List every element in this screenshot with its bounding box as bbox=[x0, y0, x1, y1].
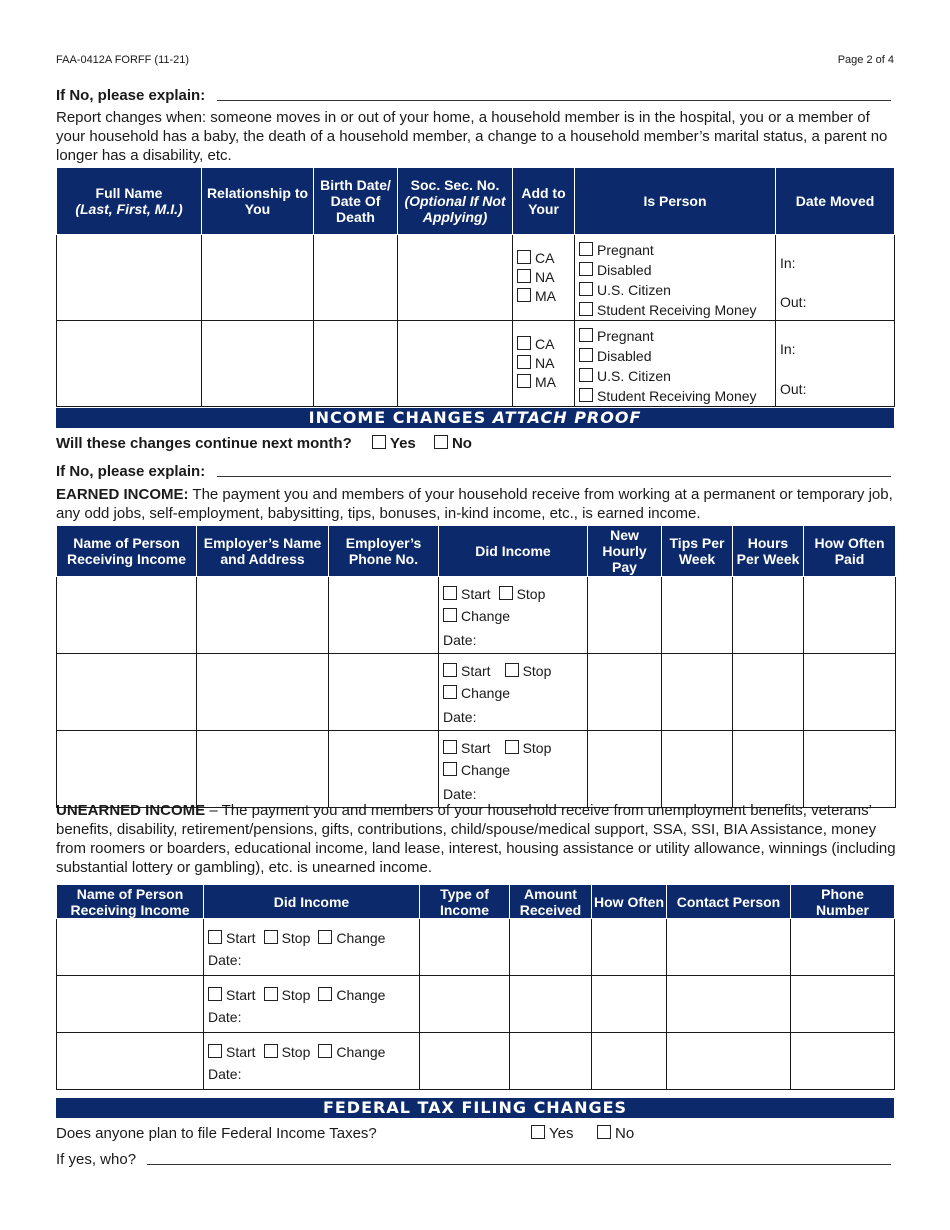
page-number: Page 2 of 4 bbox=[837, 54, 894, 66]
in-label: In: bbox=[780, 255, 796, 271]
out-label: Out: bbox=[780, 294, 807, 310]
employer-phone-cell[interactable] bbox=[329, 577, 439, 654]
continue-question: Will these changes continue next month? Yes No bbox=[56, 435, 472, 452]
checkbox-stop[interactable]: Stop bbox=[264, 983, 311, 1007]
checkbox-ma[interactable]: MA bbox=[513, 287, 574, 306]
how-often-cell[interactable] bbox=[592, 1033, 667, 1090]
checkbox-stop[interactable]: Stop bbox=[499, 583, 546, 605]
header-contact-person: Contact Person bbox=[667, 885, 791, 919]
did-income-cell bbox=[204, 1033, 420, 1090]
checkbox-stop[interactable]: Stop bbox=[264, 926, 311, 950]
household-header-row bbox=[57, 168, 895, 235]
did-income-cell bbox=[439, 654, 588, 731]
checkbox-start[interactable]: Start bbox=[443, 660, 491, 682]
add-to-cell bbox=[513, 321, 575, 407]
checkbox-student[interactable]: Student Receiving Money bbox=[575, 300, 775, 320]
contact-person-cell[interactable] bbox=[667, 1033, 791, 1090]
table-row bbox=[57, 654, 896, 731]
checkbox-start[interactable]: Start bbox=[443, 737, 491, 759]
date-label[interactable]: Date: bbox=[208, 1009, 242, 1025]
header-employer-phone: Employer’s Phone No. bbox=[329, 526, 439, 577]
header-person-name: Name of Person Receiving Income bbox=[57, 885, 204, 919]
checkbox-na[interactable]: NA bbox=[513, 268, 574, 287]
amount-cell[interactable] bbox=[510, 976, 592, 1033]
phone-number-cell[interactable] bbox=[791, 1033, 895, 1090]
table-row bbox=[57, 577, 896, 654]
income-changes-banner: INCOME CHANGES ATTACH PROOF bbox=[56, 408, 894, 428]
checkbox-stop[interactable]: Stop bbox=[505, 737, 552, 759]
explain-label-2: If No, please explain: bbox=[56, 463, 206, 480]
checkbox-stop[interactable]: Stop bbox=[264, 1040, 311, 1064]
checkbox-change[interactable]: Change bbox=[439, 682, 587, 704]
type-of-income-cell[interactable] bbox=[420, 1033, 510, 1090]
continue-no-option[interactable]: No bbox=[434, 435, 472, 452]
person-name-cell[interactable] bbox=[57, 1033, 204, 1090]
checkbox-start[interactable]: Start bbox=[208, 983, 256, 1007]
relationship-cell[interactable] bbox=[202, 321, 314, 407]
checkbox-pregnant[interactable]: Pregnant bbox=[575, 326, 775, 346]
header-date-moved: Date Moved bbox=[776, 168, 895, 235]
ssn-cell[interactable] bbox=[398, 235, 513, 321]
hours-cell[interactable] bbox=[733, 731, 804, 808]
person-name-cell[interactable] bbox=[57, 731, 197, 808]
table-row bbox=[57, 976, 895, 1033]
hours-cell[interactable] bbox=[733, 654, 804, 731]
checkbox-start[interactable]: Start bbox=[208, 926, 256, 950]
checkbox-change[interactable]: Change bbox=[439, 759, 587, 781]
date-label[interactable]: Date: bbox=[443, 709, 477, 725]
header-add-to: Add to Your bbox=[513, 168, 575, 235]
header-ssn: Soc. Sec. No. (Optional If Not Applying) bbox=[398, 168, 513, 235]
date-label[interactable]: Date: bbox=[443, 786, 477, 802]
header-birth-date: Birth Date/ Date Of Death bbox=[314, 168, 398, 235]
explain-label-1: If No, please explain: bbox=[56, 87, 206, 104]
checkbox-change[interactable]: Change bbox=[318, 983, 385, 1007]
birth-date-cell[interactable] bbox=[314, 321, 398, 407]
how-often-cell[interactable] bbox=[592, 976, 667, 1033]
is-person-cell bbox=[575, 235, 776, 321]
unearned-header-row bbox=[57, 885, 895, 919]
federal-tax-banner: FEDERAL TAX FILING CHANGES bbox=[56, 1098, 894, 1118]
table-row bbox=[57, 919, 895, 976]
checkbox-us-citizen[interactable]: U.S. Citizen bbox=[575, 280, 775, 300]
table-row bbox=[57, 321, 895, 407]
checkbox-stop[interactable]: Stop bbox=[505, 660, 552, 682]
header-hours: Hours Per Week bbox=[733, 526, 804, 577]
header-amount-received: Amount Received bbox=[510, 885, 592, 919]
header-tips: Tips Per Week bbox=[662, 526, 733, 577]
contact-person-cell[interactable] bbox=[667, 976, 791, 1033]
tax-question: Does anyone plan to file Federal Income Taxes? bbox=[56, 1125, 377, 1142]
birth-date-cell[interactable] bbox=[314, 235, 398, 321]
employer-name-cell[interactable] bbox=[197, 654, 329, 731]
checkbox-student[interactable]: Student Receiving Money bbox=[575, 386, 775, 406]
report-changes-text: Report changes when: someone moves in or out of your home, a household member is in the hospital, you or a member of your household has a baby, the death of a household member, a change to a household member’s marital status, a parent no longer has a disability, etc. bbox=[56, 109, 888, 164]
phone-number-cell[interactable] bbox=[791, 976, 895, 1033]
tax-who-label: If yes, who? bbox=[56, 1151, 137, 1168]
out-label: Out: bbox=[780, 381, 807, 397]
contact-person-cell[interactable] bbox=[667, 919, 791, 976]
date-label[interactable]: Date: bbox=[443, 632, 477, 648]
header-is-person: Is Person bbox=[575, 168, 776, 235]
full-name-cell[interactable] bbox=[57, 235, 202, 321]
date-moved-cell[interactable] bbox=[776, 321, 895, 407]
household-changes-table bbox=[56, 167, 895, 407]
header-phone-number: Phone Number bbox=[791, 885, 895, 919]
did-income-cell bbox=[439, 577, 588, 654]
employer-phone-cell[interactable] bbox=[329, 731, 439, 808]
table-row bbox=[57, 731, 896, 808]
relationship-cell[interactable] bbox=[202, 235, 314, 321]
earned-income-text: EARNED INCOME: The payment you and members of your household receive from working at a permanent or temporary job, any odd jobs, self-employment, babysitting, tips, bonuses, in-kind income, etc., is earned income. bbox=[56, 486, 893, 522]
header-full-name: Full Name (Last, First, M.I.) bbox=[57, 168, 202, 235]
full-name-cell[interactable] bbox=[57, 321, 202, 407]
tax-no-option[interactable]: No bbox=[597, 1124, 634, 1143]
checkbox-disabled[interactable]: Disabled bbox=[575, 260, 775, 280]
checkbox-change[interactable]: Change bbox=[318, 1040, 385, 1064]
phone-number-cell[interactable] bbox=[791, 919, 895, 976]
earned-income-table bbox=[56, 525, 896, 808]
checkbox-us-citizen[interactable]: U.S. Citizen bbox=[575, 366, 775, 386]
did-income-cell bbox=[439, 731, 588, 808]
header-how-often: How Often bbox=[592, 885, 667, 919]
date-label[interactable]: Date: bbox=[208, 952, 242, 968]
checkbox-disabled[interactable]: Disabled bbox=[575, 346, 775, 366]
header-how-often-paid: How Often Paid bbox=[804, 526, 896, 577]
checkbox-start[interactable]: Start bbox=[208, 1040, 256, 1064]
checkbox-ca[interactable]: CA bbox=[513, 249, 574, 268]
how-often-cell[interactable] bbox=[592, 919, 667, 976]
amount-cell[interactable] bbox=[510, 919, 592, 976]
checkbox-pregnant[interactable]: Pregnant bbox=[575, 240, 775, 260]
is-person-cell bbox=[575, 321, 776, 407]
checkbox-change[interactable]: Change bbox=[318, 926, 385, 950]
table-row bbox=[57, 1033, 895, 1090]
employer-name-cell[interactable] bbox=[197, 731, 329, 808]
unearned-income-table bbox=[56, 884, 895, 1090]
header-hourly-pay: New Hourly Pay bbox=[588, 526, 662, 577]
header-did-income: Did Income bbox=[439, 526, 588, 577]
explain-input-line-2[interactable] bbox=[217, 476, 891, 477]
checkbox-change[interactable]: Change bbox=[439, 605, 587, 627]
tax-yes-option[interactable]: Yes bbox=[531, 1124, 573, 1143]
how-often-cell[interactable] bbox=[804, 731, 896, 808]
amount-cell[interactable] bbox=[510, 1033, 592, 1090]
checkbox-ma[interactable]: MA bbox=[513, 373, 574, 392]
header-type-of-income: Type of Income bbox=[420, 885, 510, 919]
tips-cell[interactable] bbox=[662, 731, 733, 808]
ssn-cell[interactable] bbox=[398, 321, 513, 407]
explain-input-line-1[interactable] bbox=[217, 100, 891, 101]
hourly-pay-cell[interactable] bbox=[588, 577, 662, 654]
header-relationship: Relationship to You bbox=[202, 168, 314, 235]
header-employer-name: Employer’s Name and Address bbox=[197, 526, 329, 577]
in-label: In: bbox=[780, 341, 796, 357]
did-income-cell bbox=[204, 919, 420, 976]
checkbox-ca[interactable]: CA bbox=[513, 335, 574, 354]
tips-cell[interactable] bbox=[662, 577, 733, 654]
header-did-income: Did Income bbox=[204, 885, 420, 919]
employer-name-cell[interactable] bbox=[197, 577, 329, 654]
tax-who-input-line[interactable] bbox=[147, 1164, 891, 1165]
earned-header-row bbox=[57, 526, 896, 577]
person-name-cell[interactable] bbox=[57, 654, 197, 731]
header-person-name: Name of Person Receiving Income bbox=[57, 526, 197, 577]
employer-phone-cell[interactable] bbox=[329, 654, 439, 731]
how-often-cell[interactable] bbox=[804, 577, 896, 654]
continue-yes-option[interactable]: Yes bbox=[372, 435, 416, 452]
form-code: FAA-0412A FORFF (11-21) bbox=[56, 54, 190, 66]
unearned-income-text: UNEARNED INCOME – The payment you and members of your household receive from unemployment benefits, veterans’ benefits, disability, retirement/pensions, gifts, contributions, child/spouse/medical support, SSA, SSI, BIA Assistance, money from roomers or boarders, educational income, land lease, interest, housing assistance or utility allowance, winnings (including substantial lottery or gambling), etc. is unearned income. bbox=[56, 802, 896, 876]
date-moved-cell[interactable] bbox=[776, 235, 895, 321]
type-of-income-cell[interactable] bbox=[420, 976, 510, 1033]
person-name-cell[interactable] bbox=[57, 577, 197, 654]
did-income-cell bbox=[204, 976, 420, 1033]
how-often-cell[interactable] bbox=[804, 654, 896, 731]
hourly-pay-cell[interactable] bbox=[588, 654, 662, 731]
type-of-income-cell[interactable] bbox=[420, 919, 510, 976]
hours-cell[interactable] bbox=[733, 577, 804, 654]
tips-cell[interactable] bbox=[662, 654, 733, 731]
table-row bbox=[57, 235, 895, 321]
checkbox-na[interactable]: NA bbox=[513, 354, 574, 373]
checkbox-start[interactable]: Start bbox=[443, 583, 491, 605]
person-name-cell[interactable] bbox=[57, 976, 204, 1033]
date-label[interactable]: Date: bbox=[208, 1066, 242, 1082]
add-to-cell bbox=[513, 235, 575, 321]
hourly-pay-cell[interactable] bbox=[588, 731, 662, 808]
person-name-cell[interactable] bbox=[57, 919, 204, 976]
